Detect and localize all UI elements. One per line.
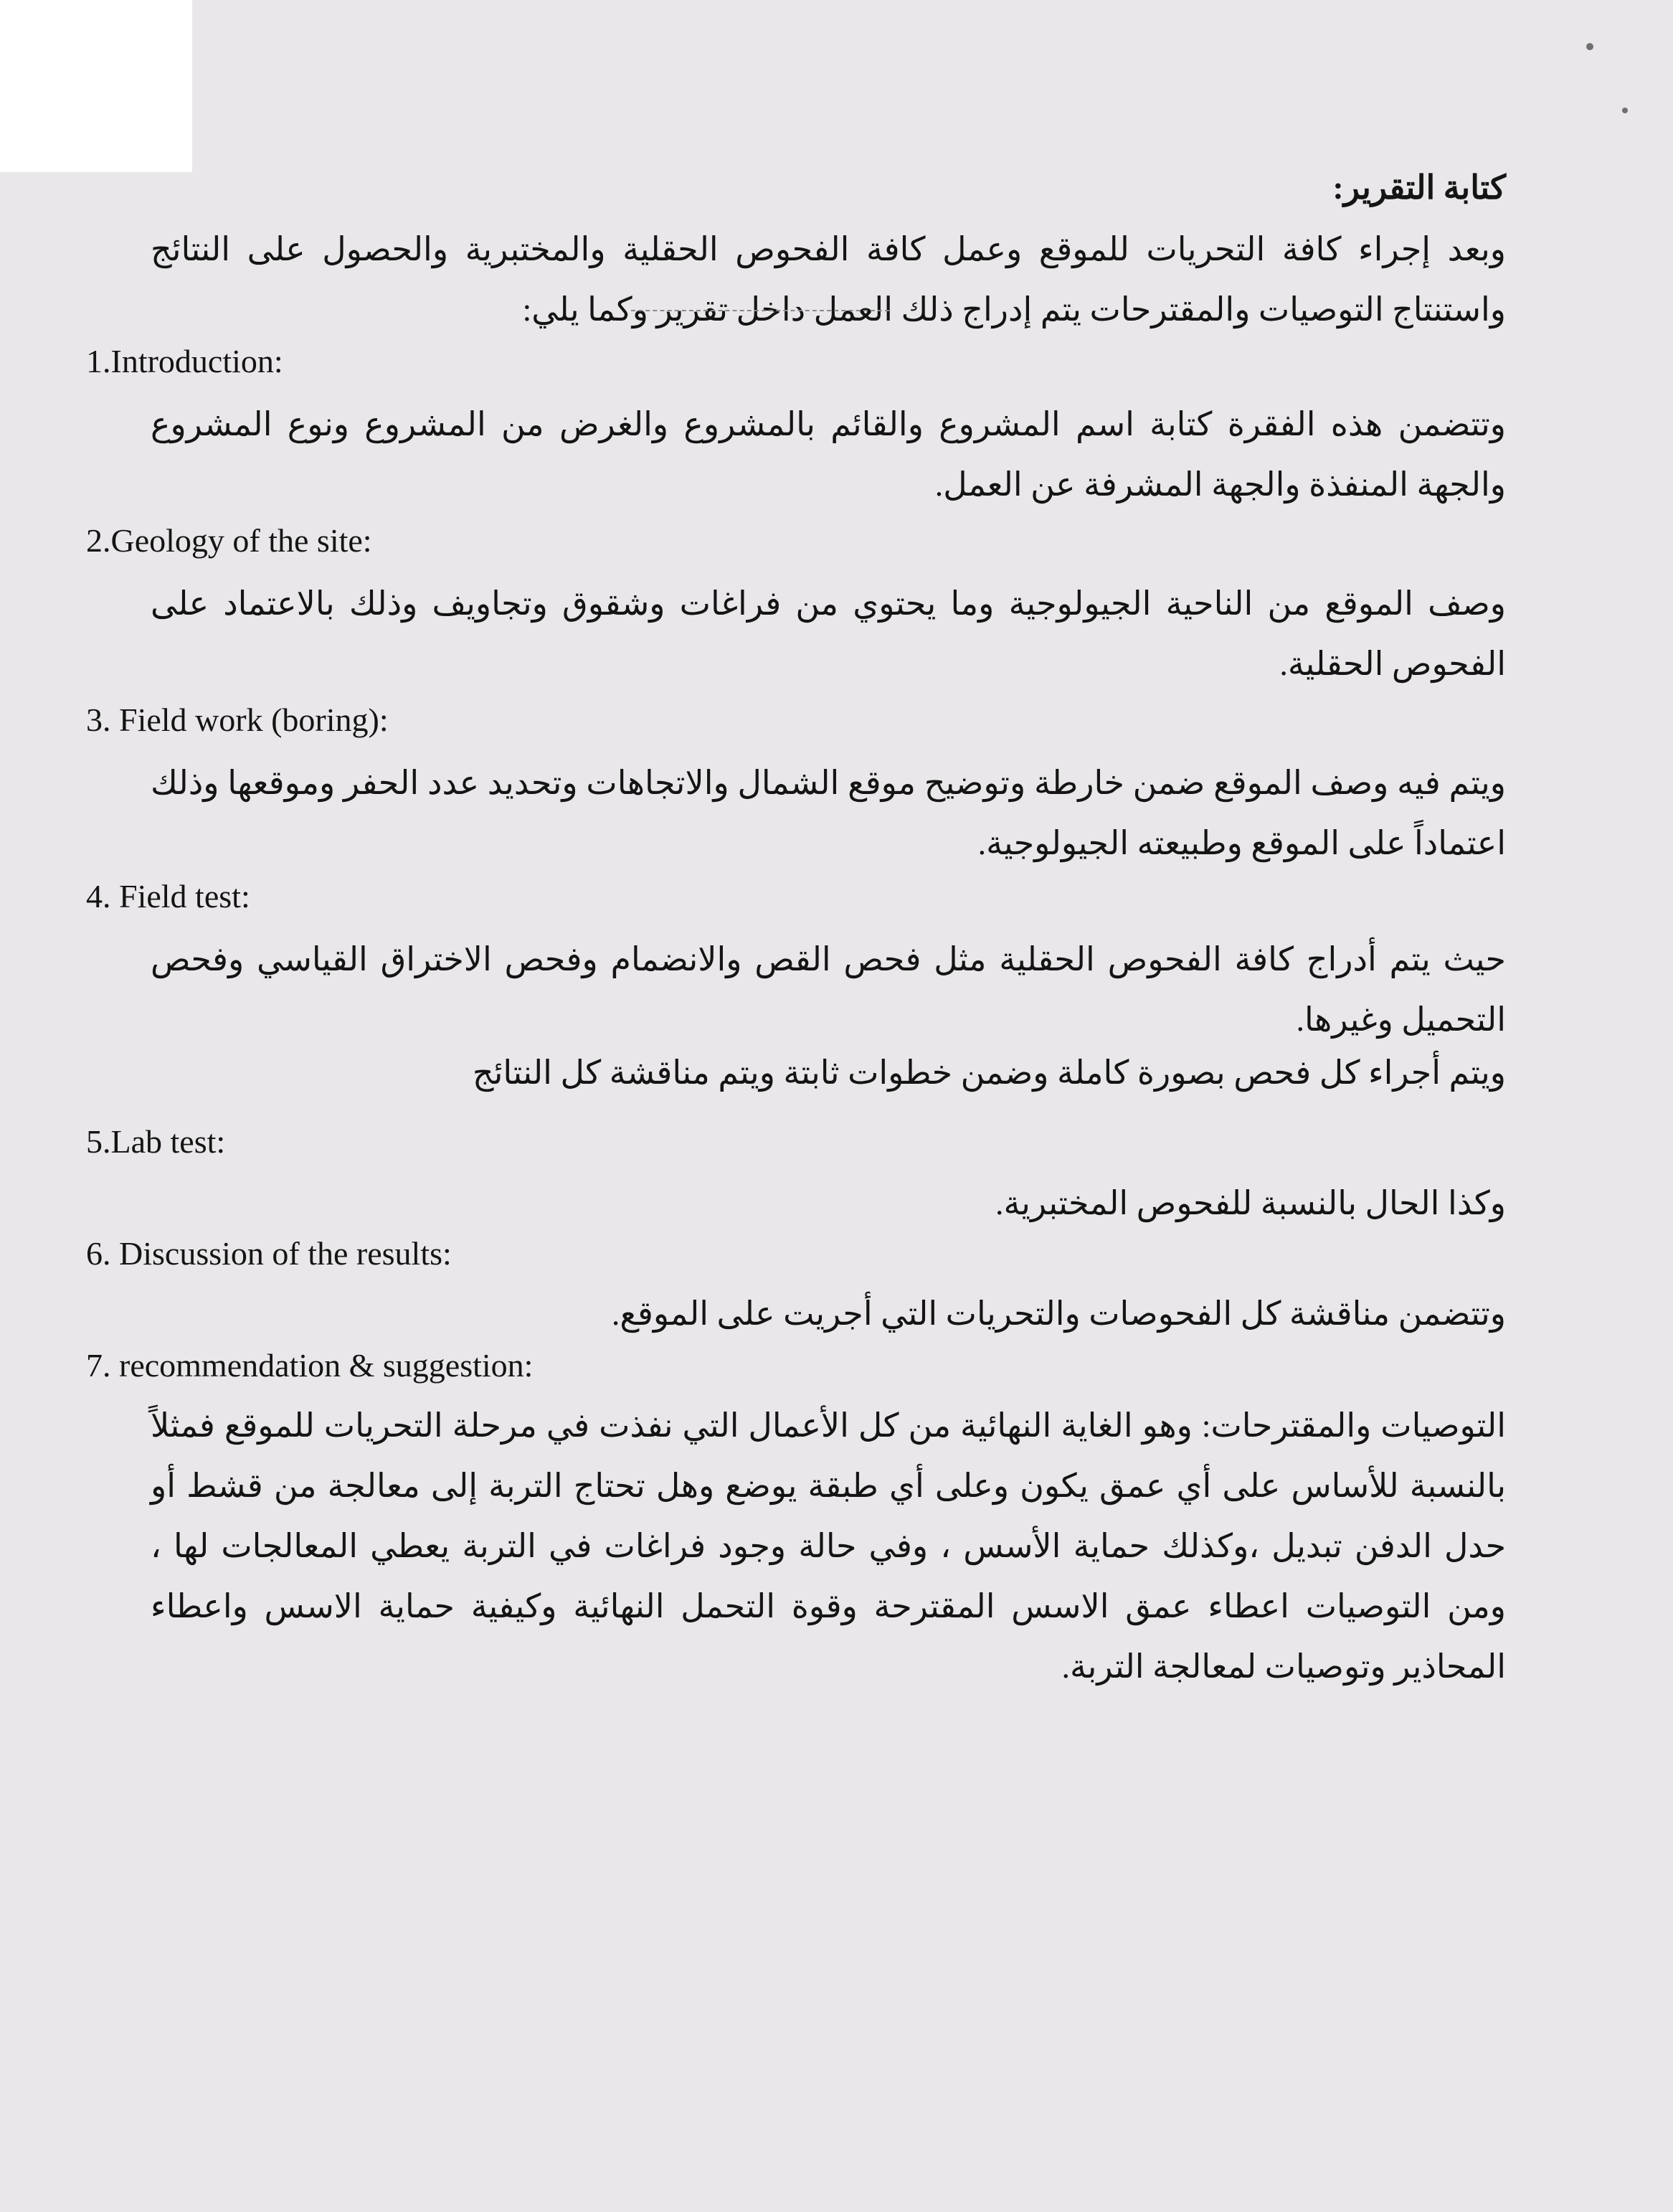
heading-discussion: 6. Discussion of the results: [86,1235,452,1272]
recommendation-body: التوصيات والمقترحات: وهو الغاية النهائية من كل الأعمال التي نفذت في مرحلة التحريات للموقع فمثلاً بالنسبة للأساس على أي عمق يكون وعلى أي طبقة يوضع وهل تحتاج التربة إلى معالجة من قشط أو حدل الدفن تبديل ،وكذلك حماية الأسس ، وفي حالة وجود فراغات في التربة يعطي المعالجات لها ، ومن التوصيات اعطاء عمق الاسس المقترحة وقوة التحمل النهائية وكيفية حماية الاسس واعطاء المحاذير وتوصيات لمعالجة التربة. [151,1407,1506,1685]
scan-dashed-line [631,310,889,311]
field-test-body: حيث يتم أدراج كافة الفحوص الحقلية مثل فحص القص والانضمام وفحص الاختراق القياسي وفحص التحميل وغيرها. [151,941,1506,1038]
report-title: كتابة التقرير: [1332,169,1506,206]
heading-lab-test: 5.Lab test: [86,1123,226,1160]
field-test-body-2: ويتم أجراء كل فحص بصورة كاملة وضمن خطوات ثابتة ويتم مناقشة كل النتائج [472,1054,1506,1091]
field-work-body: ويتم فيه وصف الموقع ضمن خارطة وتوضيح موقع الشمال والاتجاهات وتحديد عدد الحفر وموقعها وذلك اعتماداً على الموقع وطبيعته الجيولوجية. [151,765,1506,861]
scan-speck [1622,108,1628,113]
geology-body: وصف الموقع من الناحية الجيولوجية وما يحتوي من فراغات وشقوق وتجاويف وذلك بالاعتماد على الفحوص الحقلية. [151,585,1506,682]
scan-white-corner [0,0,192,172]
heading-recommendation: 7. recommendation & suggestion: [86,1347,534,1384]
report-intro: وبعد إجراء كافة التحريات للموقع وعمل كافة الفحوص الحقلية والمختبرية والحصول على النتائج واستنتاج التوصيات والمقترحات يتم إدراج ذلك العمل داخل تقرير وكما يلي: [151,231,1506,328]
heading-geology: 2.Geology of the site: [86,522,372,559]
discussion-body: وتتضمن مناقشة كل الفحوصات والتحريات التي أجريت على الموقع. [611,1295,1506,1332]
scan-speck [1586,43,1593,50]
lab-test-body: وكذا الحال بالنسبة للفحوص المختبرية. [995,1185,1506,1221]
heading-introduction: 1.Introduction: [86,343,283,379]
heading-field-test: 4. Field test: [86,878,250,914]
introduction-body: وتتضمن هذه الفقرة كتابة اسم المشروع والقائم بالمشروع والغرض من المشروع ونوع المشروع والجهة المنفذة والجهة المشرفة عن العمل. [151,406,1506,503]
heading-field-work: 3. Field work (boring): [86,701,389,738]
